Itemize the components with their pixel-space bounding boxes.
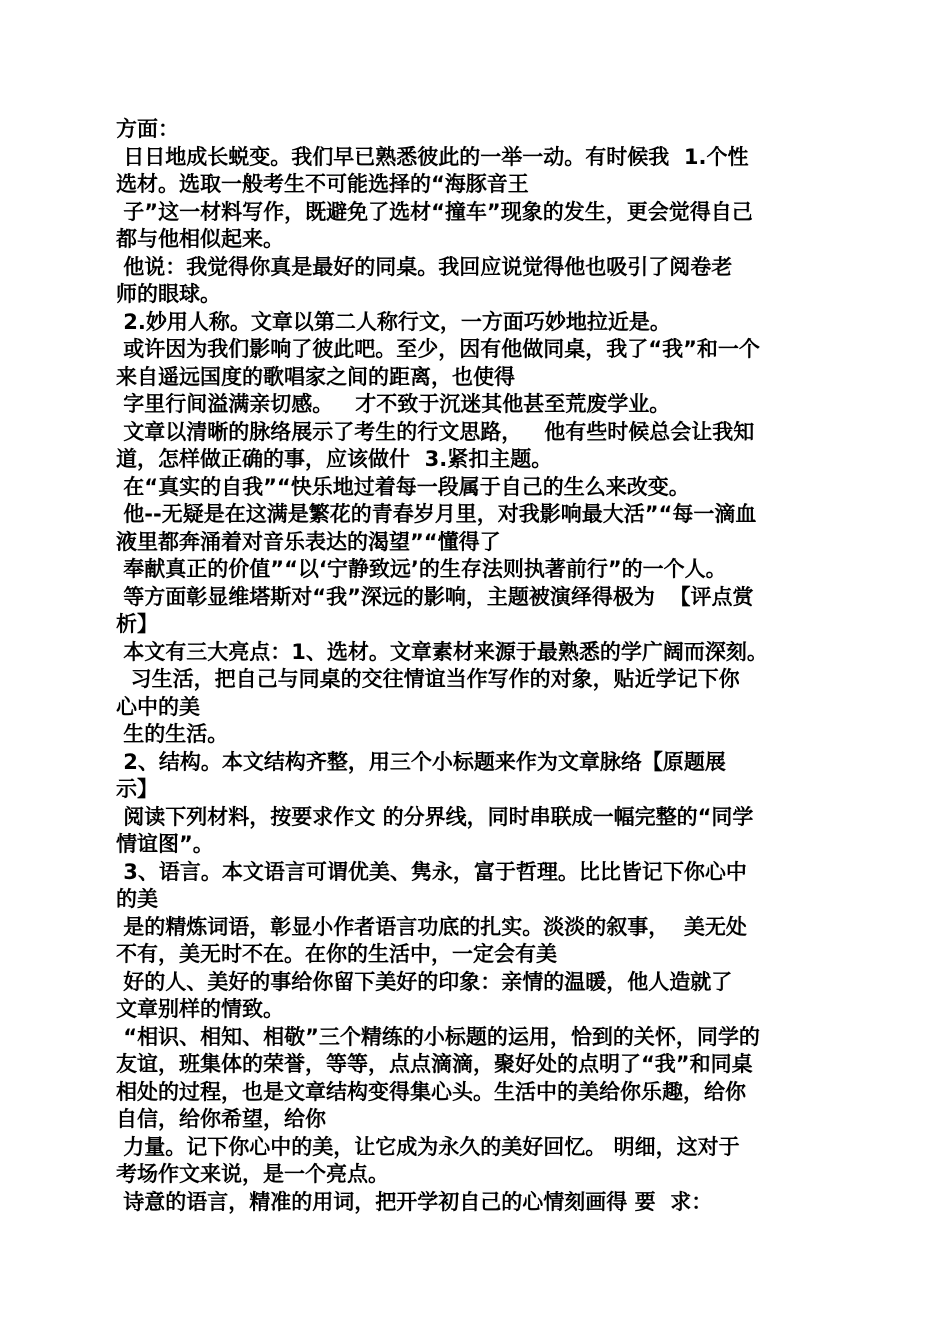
- text-line: 选材。选取一般考生不可能选择的“海豚音王: [116, 172, 529, 196]
- text-line: 液里都奔涌着对音乐表达的渴望”“懂得了: [116, 529, 501, 554]
- text-line: 示】: [116, 777, 158, 801]
- text-line: 诗意的语言，精准的用词，把开学初自己的心情刻画得 要 求：: [116, 1189, 713, 1214]
- text-line: 文章以清晰的脉络展示了考生的行文思路， 他有些时候总会让我知: [116, 419, 755, 444]
- text-line: 道，怎样做正确的事，应该做什 3.紧扣主题。: [116, 447, 553, 471]
- text-line: 的美: [116, 887, 158, 911]
- text-line: 他--无疑是在这满是繁花的青春岁月里，对我影响最大活”“每一滴血: [116, 502, 757, 526]
- text-line: 是的精炼词语，彰显小作者语言功底的扎实。淡淡的叙事， 美无处: [116, 914, 747, 939]
- text-line: 友谊，班集体的荣誉，等等，点点滴滴，聚好处的点明了“我”和同桌: [116, 1052, 753, 1076]
- text-line: 等方面彰显维塔斯对“我”深远的影响，主题被演绎得极为 【评点赏: [116, 584, 754, 609]
- text-line: 自信，给你希望，给你: [116, 1107, 326, 1131]
- text-line: 生的生活。: [116, 722, 229, 746]
- text-line: 心中的美: [116, 694, 200, 719]
- text-line: 来自遥远国度的歌唱家之间的距离，也使得: [116, 364, 515, 389]
- text-line: 本文有三大亮点：1、选材。文章素材来源于最熟悉的学广阔而深刻。: [116, 639, 768, 664]
- text-line: 相处的过程，也是文章结构变得集心头。生活中的美给你乐趣，给你: [116, 1079, 746, 1104]
- text-line: 考场作文来说，是一个亮点。: [116, 1162, 389, 1186]
- text-line: 情谊图”。: [116, 832, 214, 856]
- document-body: [116, 116, 846, 1216]
- text-line: 力量。记下你心中的美，让它成为永久的美好回忆。 明细，这对于: [116, 1134, 740, 1159]
- text-line: 文章别样的情致。: [116, 997, 284, 1021]
- text-line: 阅读下列材料，按要求作文 的分界线，同时串联成一幅完整的“同学: [116, 804, 754, 829]
- text-line: 析】: [116, 612, 158, 636]
- text-line: 在“真实的自我”“快乐地过着每一段属于自己的生么来改变。: [116, 474, 690, 499]
- text-line: 2、结构。本文结构齐整，用三个小标题来作为文章脉络【原题展: [116, 749, 726, 774]
- text-line: 2.妙用人称。文章以第二人称行文，一方面巧妙地拉近是。: [116, 309, 671, 334]
- text-line: 子”这一材料写作，既避免了选材“撞车”现象的发生，更会觉得自己: [116, 199, 753, 224]
- text-line: 师的眼球。: [116, 282, 221, 306]
- text-line: 他说：我觉得你真是最好的同桌。我回应说觉得他也吸引了阅卷老: [116, 254, 733, 279]
- text-line: 日日地成长蜕变。我们早已熟悉彼此的一举一动。有时候我 1.个性: [116, 144, 749, 169]
- text-line: 好的人、美好的事给你留下美好的印象：亲情的温暖，他人造就了: [116, 969, 733, 994]
- text-line: 奉献真正的价值”“以‘宁静致远’的生存法则执著前行”的一个人。: [116, 557, 727, 581]
- text-line: 3、语言。本文语言可谓优美、隽永，富于哲理。比比皆记下你心中: [116, 859, 747, 884]
- text-line: “相识、相知、相敬”三个精练的小标题的运用，恰到的关怀，同学的: [116, 1024, 760, 1049]
- text-line: 习生活，把自己与同桌的交往情谊当作写作的对象，贴近学记下你: [116, 667, 740, 691]
- text-line: 都与他相似起来。: [116, 227, 284, 251]
- text-line: 字里行间溢满亲切感。 才不致于沉迷其他甚至荒废学业。: [116, 392, 671, 416]
- text-line: 或许因为我们影响了彼此吧。至少，因有他做同桌，我了“我”和一个: [116, 337, 760, 361]
- text-line: 不有，美无时不在。在你的生活中，一定会有美: [116, 942, 557, 966]
- text-line: 方面：: [116, 117, 179, 141]
